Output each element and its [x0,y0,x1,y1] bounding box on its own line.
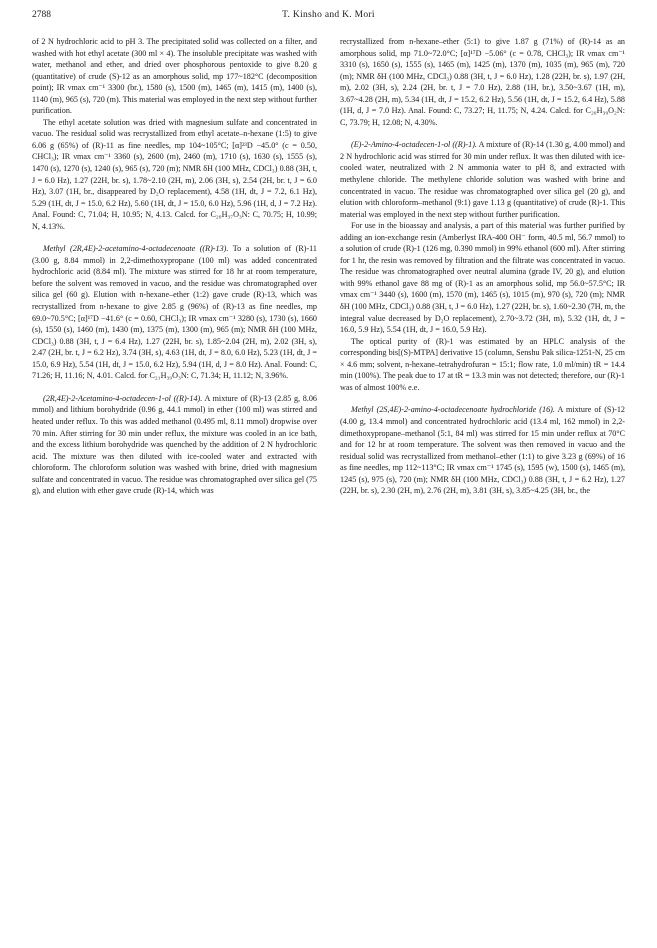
paragraph-compound-16-body: A mixture of (S)-12 (4.00 g, 13.4 mmol) and concentrated hydrochloric acid (13.4 ml, 162 mmol) in 2,2-dimethoxypropane–methanol (5:1, 84 ml) was stirred for 15 min under reflux at 70°C and for 12 hr at room temperature. The solvent was then removed in vacuo and the residual solid was recrystallized from methanol–ether (1:1) to give 3.23 g (69%) of 16 as fine needles, mp 112~113°C; IR νmax cm⁻¹ 1745 (s), 1595 (w), 1500 (s), 1465 (m), 1245 (s), 975 (s), 720 (m); NMR δH (100 MHz, CDCl₃) 0.88 (3H, t, J = 6.2 Hz), 1.27 (22H, br. s), 2.30 (2H, m), 2.76 (2H, m), 3.81 (3H, s), 3.85~4.25 (3H, br., the [340,405,625,496]
left-column [32,36,317,497]
paragraph-compound-14-body: A mixture of (R)-13 (2.85 g, 8.06 mmol) and lithium borohydride (0.96 g, 44.1 mmol) in ether (100 ml) was stirred and heated under reflux. To this was added methanol (0.495 ml, 8.11 mmol) dropwise over 70 min. After stirring for 30 min under reflux, the mixture was cooled in an ice bath, and the excess lithium borohydride was quenched by the addition of 2 N hydrochloric acid. The mixture was then diluted with ice-cooled water and extracted with chloroform. The chloroform solution was washed with brine, dried with magnesium sulfate and concentrated in vacuo. The residue was chromatographed over silica gel (75 g), and elution with ether gave crude (R)-14, which was [32,393,317,496]
right-column [340,36,625,497]
paragraph-compound-14-continued: recrystallized from n-hexane–ether (5:1) to give 1.87 g (71%) of (R)-14 as an amorphous solid, mp 71.0~72.0°C; [α]¹⁷D −5.06° (c = 0.78, CHCl₃); IR νmax cm⁻¹ 3310 (s), 1650 (s), 1555 (s), 1465 (m), 1425 (m), 1370 (m), 1035 (m), 965 (m), 720 (m); NMR δH (100 MHz, CDCl₃) 0.88 (3H, t, J = 6.0 Hz), 1.28 (22H, br. s), 1.97 (2H, m), 2.02 (3H, s), 2.24 (2H, br. t, J = 7.0 Hz), 2.88 (1H, br.), 3.50~3.67 (1H, m), 3.67~4.28 (2H, m), 5.34 (1H, dt, J = 15.2, 6.2 Hz), 5.56 (1H, dt, J = 15.2, 6.4 Hz), 5.88 (1H, d, J = 7.0 Hz). Anal. Found: C, 73.27; H, 11.75; N, 4.24. Calcd. for C₂₀H₃₉O₂N: C, 73.79; H, 12.08; N, 4.30%. [340,37,625,127]
paragraph-compound-13-body: To a solution of (R)-11 (3.00 g, 8.84 mmol) in 2,2-dimethoxypropane (100 ml) was added concentrated hydrochloric acid (8.84 ml). The mixture was stirred for 18 hr at room temperature, before the solvent was removed in vacuo, and the residue was chromatographed over silica gel (60 g). Elution with n-hexane–ether (1:2) gave crude (R)-13, which was recrystallized from n-hexane to give 2.85 g (96%) of (R)-13 as fine needles, mp 69.0~70.5°C; [α]¹⁷D −41.6° (c = 0.60, CHCl₃); IR νmax cm⁻¹ 3280 (s), 1730 (s), 1660 (s), 1550 (s), 1460 (m), 1430 (m), 1375 (m), 1300 (m), 965 (m); NMR δH (100 MHz, CDCl₃) 0.88 (3H, t, J = 6.4 Hz), 1.27 (22H, br. s), 1.85~2.04 (2H, m), 2.02 (3H, s), 2.47 (2H, br. t, J = 6.2 Hz), 3.74 (3H, s), 4.63 (1H, dt, J = 8.0, 6.0 Hz), 5.23 (1H, dt, J = 15.0, 6.9 Hz), 5.54 (1H, dt, J = 15.0, 6.2 Hz), 5.94 (1H, d, J = 8.0 Hz). Anal. Found: C, 71.26; H, 11.16; N, 4.01. Calcd. for C₂₁H₃₉O₃N: C, 71.34; H, 11.12; N, 3.96%. [32,244,317,381]
section-heading-compound-13: Methyl (2R,4E)-2-acetamino-4-octadecenoate ((R)-13). [43,244,229,254]
running-title: T. Kinsho and K. Mori [282,10,375,20]
section-heading-compound-1: (E)-2-Amino-4-octadecen-1-ol ((R)-1). [351,140,477,150]
section-heading-compound-14: (2R,4E)-2-Acetamino-4-octadecen-1-ol ((R)-14). [43,393,203,403]
paragraph-optical-purity: The optical purity of (R)-1 was estimated by an HPLC analysis of the corresponding bis[(S)-MTPA] derivative 15 (column, Senshu Pak silica-1251-N, 25 cm × 4.6 mm; solvent, n-hexane–tetrahydrofuran = 15:1; flow rate, 1.0 ml/min) tR = 14.4 min (100%). The peak due to 17 at tR = 13.3 min was not detected; therefore, our (R)-1 was of almost 100% e.e. [340,336,625,392]
paragraph-ethyl-acetate: The ethyl acetate solution was dried with magnesium sulfate and concentrated in vacuo. The residual solid was recrystallized from ethyl acetate–n-hexane (1:5) to give 6.06 g (65%) of (R)-11 as fine needles, mp 104~105°C; [α]²³D −45.0° (c = 0.50, CHCl₃); IR νmax cm⁻¹ 3360 (s), 2600 (m), 2460 (m), 1710 (s), 1630 (s), 1555 (s), 1470 (s), 1270 (s), 1240 (s), 965 (s), 720 (m); NMR δH (100 MHz, CDCl₃) 0.88 (3H, t, J = 6.0 Hz), 1.27 (22H, br. s), 1.78~2.10 (2H, m), 2.06 (3H, s), 2.54 (2H, br. t, J = 6.0 Hz), 3.07 (1H, br., disappeared by D₂O replacement), 4.58 (1H, dt, J = 7.2, 6.1 Hz), 5.29 (1H, dt, J = 15.0, 6.2 Hz), 5.60 (1H, dt, J = 15.0, 6.0 Hz), 5.96 (1H, d, J = 7.2 Hz). Anal. Found: C, 71.04; H, 10.95; N, 4.13. Calcd. for C₂₀H₃₇O₃N: C, 70.75; H, 10.99; N, 4.13%. [32,117,317,231]
paragraph-compound-13 [32,243,317,382]
page-number: 2788 [32,10,51,20]
paragraph-precipitate: of 2 N hydrochloric acid to pH 3. The precipitated solid was collected on a filter, and washed with hot ethyl acetate (300 ml × 4). The insoluble precipitate was washed with water, methanol and ether, and dried over phosphorous pentoxide to give 8.20 g (quantitative) of crude (S)-12 as an amorphous solid, mp 177~182°C (decomposition point); IR νmax cm⁻¹ 3300 (br.), 1580 (s), 1500 (m), 1465 (m), 1415 (m), 1400 (s), 1140 (m), 965 (s), 720 (m). This material was employed in the next step without further purification. [32,37,317,116]
page-header [32,10,625,26]
section-heading-compound-16: Methyl (2S,4E)-2-amino-4-octadecenoate hydrochloride (16). [351,405,555,415]
paragraph-compound-1 [340,139,625,220]
paragraph-compound-1-body: A mixture of (R)-14 (1.30 g, 4.00 mmol) and 2 N hydrochloric acid was stirred for 30 min under reflux. It was then diluted with ice-cooled water, neutralized with 2 N ammonia water to pH 8, and extracted with methylene chloride. The methylene chloride solution was washed with brine and concentrated in vacuo. The residue was chromatographed over silica gel (20 g), and elution with chloroform–methanol (9:1) gave 1.13 g (quantitative) of crude (R)-1. This material was employed in the next step without further purification. [340,140,625,219]
paragraph-compound-14 [32,393,317,497]
paragraph-compound-16 [340,404,625,496]
paragraph-bioassay: For use in the bioassay and analysis, a part of this material was further purified by adding an ion-exchange resin (Amberlyst IRA-400 OH⁻ form, 40.5 ml, 56.7 mmol) to a solution of crude (R)-1 (126 mg, 0.390 mmol) in 99% ethanol (600 ml). After stirring for 1 hr, the resin was removed by filtration and the filtrate was concentrated in vacuo. The residue was chromatographed over neutral alumina (grade IV, 20 g), and elution with 99% ethanol gave 88 mg of (R)-1 as an amorphous solid, mp 56.0~57.5°C; IR νmax cm⁻¹ 3440 (s), 1600 (m), 1570 (m), 1465 (s), 1015 (m), 970 (s), 720 (m); NMR δH (100 MHz, CDCl₃) 0.88 (3H, t, J = 6.0 Hz), 1.27 (22H, br. s), 1.60~2.30 (7H, m, the integral value decreased by D₂O replacement), 2.70~3.72 (3H, m), 5.32 (1H, dt, J = 16.0, 5.9 Hz), 5.54 (1H, dt, J = 16.0, 5.9 Hz). [340,221,625,335]
